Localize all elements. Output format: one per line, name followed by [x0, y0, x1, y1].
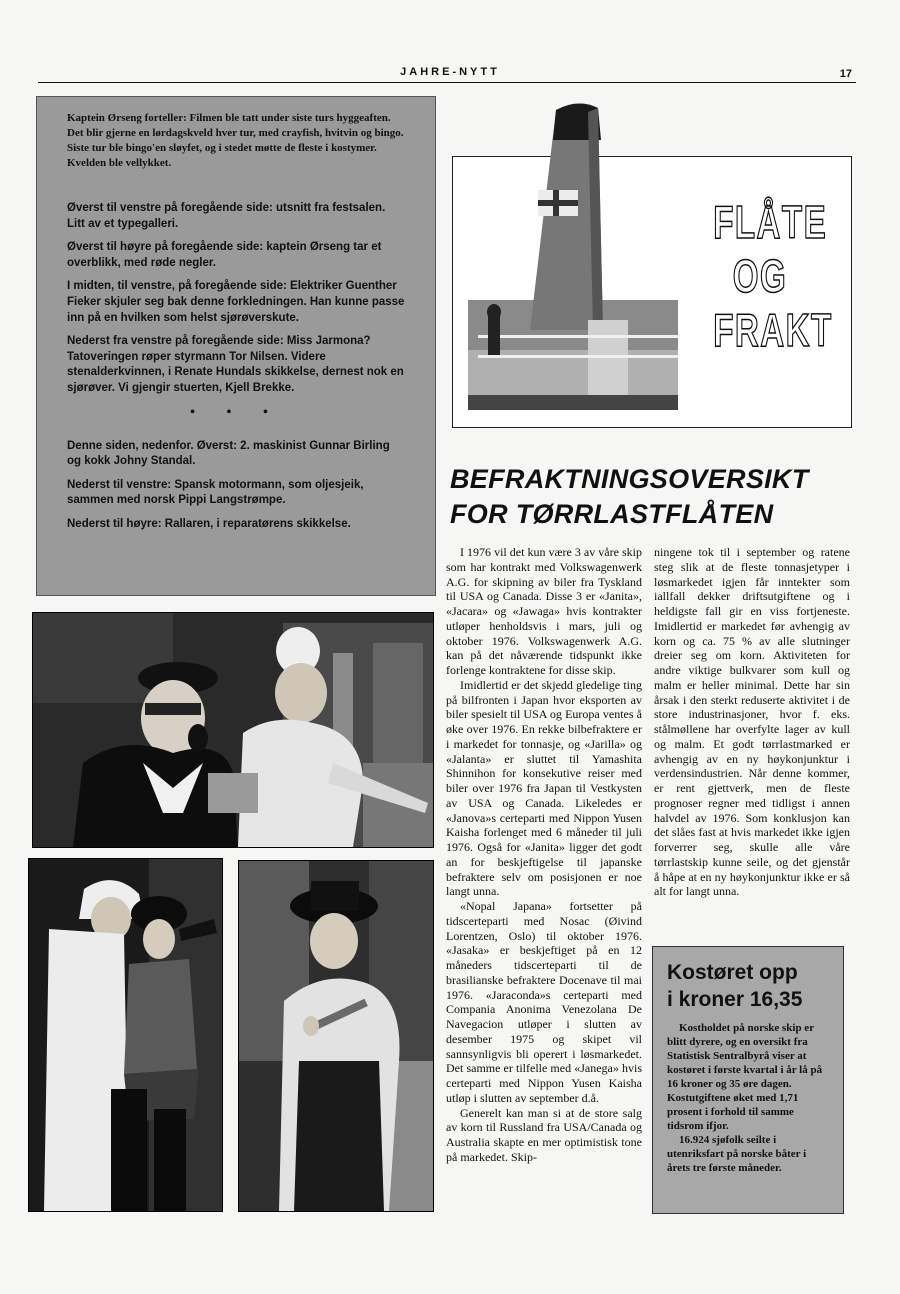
photo-engineer-and-cook — [32, 612, 434, 848]
running-header — [0, 64, 900, 88]
caption-paragraph: Denne siden, nedenfor. Øverst: 2. maskinist Gunnar Birling og kokk Johny Standal. — [67, 439, 390, 468]
photo-sheik-and-pippi-image — [29, 859, 222, 1211]
ship-funnel-illustration — [468, 100, 678, 410]
photo-rallar-image — [239, 861, 433, 1211]
article-column-1 — [446, 545, 642, 1165]
magazine-title: JAHRE-NYTT — [400, 66, 500, 78]
photo-caption-box — [36, 96, 436, 596]
caption-paragraph: Nederst fra venstre på foregående side: Miss Jarmona? Tatoveringen røper styrmann Tor Nilsen. Videre stenalderkvinnen, i Renate Hundals skikkelse, dernest nok en sjørøver. Vi gjengir stuerten, Kjell Brekke. — [67, 335, 404, 394]
article-paragraph: Imidlertid er det skjedd gledelige ting på bilfronten i Japan hvor eksporten av biler spesielt til USA og Europa ventes å øke over 1976. En rekke bilbefraktere er i markedet for tonnasje, og «Jarilla» og «Jalanta» er sluttet til Yamashita Shinnihon for konsekutive reiser med biler over 1976 fra Japan til Vestkysten av USA og Canada. Likeledes er «Janova»s certeparti med Nippon Yusen Kaisha forlenget med 6 måneder til juli 1976. Også for «Janita» ligger det godt an for beskjeftigelse til japanske befraktere selv om posisjonen er noe langt unna. — [446, 677, 642, 899]
article-paragraph: I 1976 vil det kun være 3 av våre skip som har kontrakt med Volkswagenwerk A.G. for skipning av biler fra Tyskland til USA og Canada. Disse 3 er «Janita», «Jacara» og «Jawaga» hvis kontrakter utløper henholdsvis i mars, juli og oktober 1976. Volkswagenwerk A.G. kan på det nåværende tidspunkt ikke forlenge kontraktene for disse skip. — [446, 545, 642, 677]
article-headline — [450, 462, 860, 532]
header-rule — [38, 82, 856, 83]
photo-sheik-and-pippi — [28, 858, 223, 1212]
sidebar-paragraph: 16.924 sjøfolk seilte i utenriksfart på norske båter i årets tre første måneder. — [667, 1134, 807, 1174]
caption-paragraph: Nederst til høyre: Rallaren, i reparatørens skikkelse. — [67, 517, 351, 530]
logo-line: OG — [732, 250, 788, 302]
headline-line: FOR TØRRLASTFLÅTEN — [450, 499, 774, 529]
logo-line: FRAKT — [713, 304, 833, 356]
article-column-2 — [654, 545, 850, 899]
article-paragraph: «Nopal Japana» fortsetter på tidscerteparti med Nosac (Øivind Lorentzen, Oslo) til oktober 1976. «Jasaka» er beskjeftiget på en 12 måneders tidscerteparti til de brasilianske befraktere Docenave til mai 1976. «Jaraconda»s certeparti med Compania Anonima Venezolana De Navegacion utløper i slutten av desember 1975 og skipet vil sannsynligvis bli operert i løsmarkedet. Det samme er tilfelle med «Janega» hvis certeparti med Nippon Yusen Kaisha utløp i slutten av september d.å. — [446, 899, 642, 1105]
sidebar-headline-line: Kostøret opp — [667, 961, 798, 984]
sidebar-headline — [667, 959, 829, 1013]
caption-intro: Kaptein Ørseng forteller: Filmen ble tatt under siste turs hyggeaften. Det blir gjerne en lørdagskveld hver tur, med crayfish, hvitvin og bingo. Siste tur ble bingo'en sløyfet, og i stedet møtte de fleste i kostymer. Kvelden ble vellykket. — [67, 112, 404, 169]
caption-separator: • • • — [190, 404, 282, 420]
photo-rallar — [238, 860, 434, 1212]
caption-paragraph: Nederst til venstre: Spansk motormann, som oljesjeik, sammen med norsk Pippi Langstrømpe. — [67, 478, 364, 507]
sidebar-body — [667, 1021, 829, 1175]
funnel-icon — [468, 100, 678, 410]
page-number: 17 — [839, 68, 852, 80]
caption-paragraph: Øverst til høyre på foregående side: kaptein Ørseng tar et overblikk, med røde negler. — [67, 241, 382, 269]
article-paragraph: Generelt kan man si at de store salg av korn til Russland fra USA/Canada og Australia skapte en mer optimistisk tone på markedet. Skip- — [446, 1105, 642, 1164]
kostoret-sidebar-box — [652, 946, 844, 1214]
article-paragraph: ningene tok til i september og ratene steg slik at de fleste tonnasjetyper i løsmarkedet igjen får inntekter som iallfall dekker driftsutgiftene og i heldigste fall gir en viss fortjeneste. Imidlertid er markedet før avhengig av korn og ca. 75 % av alle slutninger dreier seg om korn. Aktiviteten for andre viktige bulkvarer som kull og malm er heller minimal. Dette har sin årsak i den sterkt reduserte aktivitet i de store industrinasjoner, hvor f. eks. stålmøllene har overfylte lager av kull og malm. Et godt tørrlastmarked er avhengig av en ny høykonjunktur i verdensindustrien. Når denne kommer, er rent gjettverk, men de fleste prognoser regner med tidligst i annen halvdel av 1976. Som konklusjon kan det slåes fast at hvis markedet ikke igjen forverrer seg, skulle alle våre tørrlastskip kunne seile, og det gjenstår å håpe at en ny høykonjunktur ikke er så alt for langt unna. — [654, 545, 850, 899]
caption-paragraph: Øverst til venstre på foregående side: utsnitt fra festsalen. Litt av et typegalleri. — [67, 202, 386, 230]
headline-line: BEFRAKTNINGSOVERSIKT — [450, 464, 809, 494]
photo-engineer-and-cook-image — [33, 613, 433, 847]
sidebar-headline-line: i kroner 16,35 — [667, 988, 803, 1011]
sidebar-paragraph: Kostholdet på norske skip er blitt dyrere, og en oversikt fra Statistisk Sentralbyrå viser at kostøret i første kvartal i år lå på 16 kroner og 35 øre dagen. Kostutgiftene øket med 1,71 prosent i forhold til samme tidsrom ifjor. — [667, 1022, 823, 1132]
flate-og-frakt-logo-text — [713, 195, 833, 357]
caption-paragraph: I midten, til venstre, på foregående side: Elektriker Guenther Fieker skjuler seg bak denne forkledningen. Han kunne passe inn på en hvilken som helst sjørøverskute. — [67, 280, 405, 324]
logo-line: FLÅTE — [713, 196, 828, 248]
